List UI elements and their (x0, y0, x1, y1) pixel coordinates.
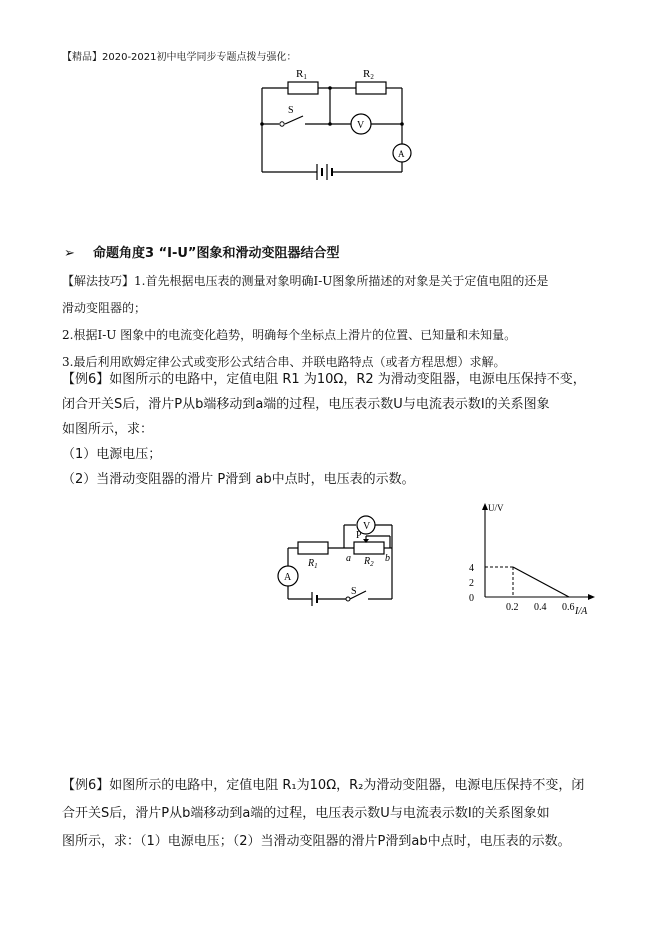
y-axis-label: U/V (488, 503, 504, 513)
circuit-diagram-1 (255, 60, 415, 190)
question-line: 合开关S后，滑片P从b端移动到a端的过程，电压表示数U与电流表示数I的关系图象如 (62, 806, 550, 821)
bullet-icon: ➢ (64, 246, 75, 261)
example-6-repeat (62, 772, 610, 856)
solution-tips (62, 268, 602, 376)
question-line: 【例6】如图所示的电路中，定值电阻 R1 为10Ω，R2 为滑动变阻器，电源电压保持不变， (62, 372, 586, 387)
tips-line: 3.最后利用欧姆定律公式或变形公式结合串、并联电路特点（或者方程思想）求解。 (62, 355, 506, 369)
series-line (513, 567, 569, 597)
x-tick-label: 0.4 (534, 602, 547, 613)
section-heading (64, 242, 339, 261)
resistor-r2 (356, 82, 386, 94)
page-header: 【精品】2020-2021初中电学同步专题点拨与强化： (62, 52, 297, 63)
label-ammeter-2: A (284, 572, 292, 583)
label-end-a: a (346, 553, 351, 564)
label-voltmeter-2: V (363, 521, 371, 532)
tips-line: 2.根据I-U 图象中的电流变化趋势，明确每个坐标点上滑片的位置、已知量和未知量。 (62, 328, 517, 342)
question-line: 【例6】如图所示的电路中，定值电阻 R₁为10Ω，R₂为滑动变阻器，电源电压保持不变，闭 (62, 778, 585, 793)
tips-line: 【解法技巧】1.首先根据电压表的测量对象明确I-U图象所描述的对象是关于定值电阻的还是 (62, 274, 549, 288)
question-line: （2）当滑动变阻器的滑片 P滑到 ab中点时，电压表的示数。 (62, 472, 415, 487)
label-r2-2: $R_2$ (364, 556, 374, 568)
y-tick-label: 2 (469, 578, 474, 589)
example-6-question (62, 367, 610, 492)
label-end-b: b (385, 553, 390, 564)
label-r1-2: $R_1$ (308, 558, 318, 570)
resistor-r1-2 (298, 542, 328, 554)
question-line: 如图所示，求： (62, 422, 154, 437)
x-axis-label: I/A (575, 606, 588, 617)
label-ammeter-1: A (398, 149, 405, 159)
label-switch-1: S (288, 105, 294, 116)
rheostat-r2 (354, 542, 384, 554)
label-slider-p: P (356, 530, 362, 541)
resistor-r1 (288, 82, 318, 94)
iu-graph (455, 500, 605, 618)
question-line: 图所示，求：（1）电源电压；（2）当滑动变阻器的滑片P滑到ab中点时，电压表的示数。 (62, 834, 571, 849)
label-switch-2: S (351, 586, 357, 597)
x-tick-label: 0.6 (562, 602, 575, 613)
label-r2: R2 (363, 68, 374, 81)
circuit-diagram-2 (268, 510, 408, 610)
tips-line: 滑动变阻器的； (62, 301, 147, 315)
question-line: 闭合开关S后，滑片P从b端移动到a端的过程，电压表示数U与电流表示数I的关系图象 (62, 397, 550, 412)
question-line: （1）电源电压； (62, 447, 162, 462)
x-axis-arrow (588, 594, 595, 600)
y-tick-label: 4 (469, 563, 474, 574)
section-title: 命题角度3 “I-U”图象和滑动变阻器结合型 (93, 246, 340, 261)
x-tick-label: 0.2 (506, 602, 519, 613)
label-r1: R1 (296, 68, 307, 81)
y-tick-label: 0 (469, 593, 474, 604)
label-voltmeter-1: V (357, 120, 365, 131)
